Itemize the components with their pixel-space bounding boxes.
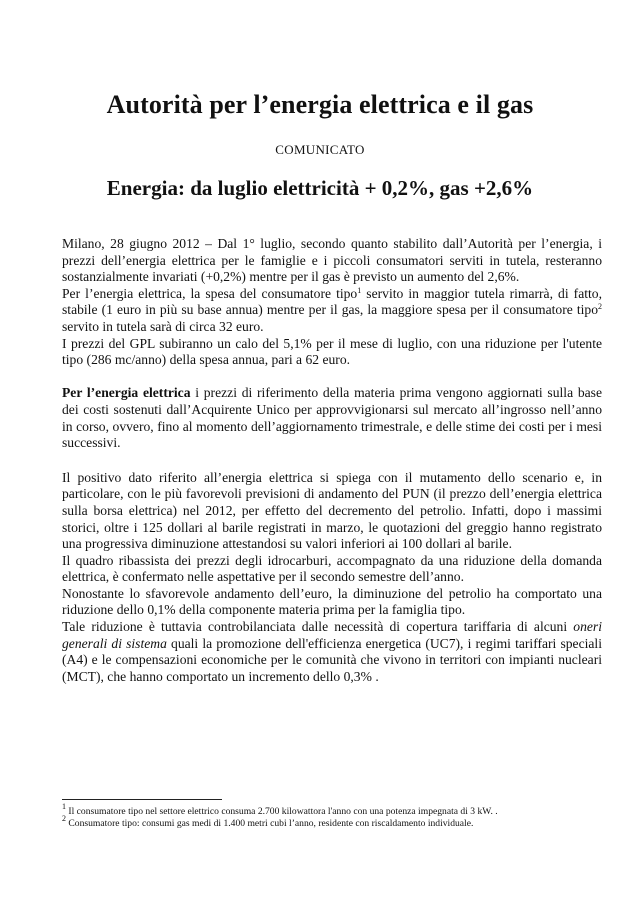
paragraph-intro: Milano, 28 giugno 2012 – Dal 1° luglio, secondo quanto stabilito dall’Autorità per l’energia, i prezzi dell’energia elettrica per le famiglie e i piccoli consumatori serviti in tutela, resteranno sostanzialmente invariati (+0,2%) mentre per il gas è previsto un aumento del 2,6%. xyxy=(62,236,602,285)
paragraph-electricity xyxy=(62,385,602,451)
headline: Energia: da luglio elettricità + 0,2%, gas +2,6% xyxy=(106,176,534,200)
footnote-1-mark: 1 xyxy=(62,802,66,811)
footnote-ref-2: 2 xyxy=(598,302,602,312)
footnote-2 xyxy=(62,814,602,830)
footnote-ref-1: 1 xyxy=(357,285,362,295)
organization-title: Autorità per l’energia elettrica e il gas xyxy=(106,90,534,119)
typical-text-a: Per l’energia elettrica, la spesa del consumatore tipo xyxy=(62,285,358,301)
footnote-2-text: Consumatore tipo: consumi gas medi di 1.400 metri cubi l’anno, residente con riscaldamento individuale. xyxy=(66,818,474,830)
body-text xyxy=(62,236,602,685)
typical-text-c: servito in tutela sarà di circa 32 euro. xyxy=(62,318,264,334)
electricity-text: i prezzi di riferimento della materia prima vengono aggiornati sulla base dei costi sostenuti dall’Acquirente Unico per approvvigionarsi sul mercato all’ingrosso nell’anno in corso, ovvero, fino al momento dell’aggiornamento trimestrale, e delle stime dei costi per i mesi successivi. xyxy=(62,385,603,451)
electricity-bold-lead: Per l’energia elettrica xyxy=(62,385,191,401)
footnote-2-mark: 2 xyxy=(62,814,66,824)
paragraph-positive: Il positivo dato riferito all’energia elettrica si spiega con il mutamento dello scenario e, in particolare, con le più favorevoli previsioni di andamento del PUN (il prezzo dell’energia elettrica sulla borsa elettrica) nel 2012, per effetto del decremento del petrolio. Infatti, dopo i massimi storici, oltre i 125 dollari al barile registrati in marzo, le quotazioni del greggio hanno registrato una progressiva diminuzione attestandosi su valori inferiori ai 100 dollari al barile. xyxy=(62,469,602,552)
paragraph-bearish: Il quadro ribassista dei prezzi degli idrocarburi, accompagnato da una riduzione della domanda elettrica, è confermato nelle aspettative per il secondo semestre dell’anno. xyxy=(62,552,602,585)
press-release-label: COMUNICATO xyxy=(275,142,365,157)
footnote-1-text: Il consumatore tipo nel settore elettrico consuma 2.700 kilowattora l'anno con una potenza impegnata di 3 kW. . xyxy=(66,806,498,817)
footnote-separator xyxy=(62,799,222,800)
offset-italic: oneri generali di sistema xyxy=(62,619,602,651)
footnotes xyxy=(62,802,602,831)
offset-text-a: Tale riduzione è tuttavia controbilanciata dalle necessità di copertura tariffaria di alcuni xyxy=(62,619,574,635)
paragraph-offset xyxy=(62,619,602,685)
paragraph-euro: Nonostante lo sfavorevole andamento dell’euro, la diminuzione del petrolio ha comportato una riduzione dello 0,1% della componente materia prima per la famiglia tipo. xyxy=(62,585,602,618)
typical-text-b: servito in maggior tutela rimarrà, di fatto, stabile (1 euro in più su base annua) mentre per il gas, la maggiore spesa per il consumatore tipo xyxy=(62,285,602,318)
paragraph-gpl: I prezzi del GPL subiranno un calo del 5,1% per il mese di luglio, con una riduzione per l'utente tipo (286 mc/anno) della spesa annua, pari a 62 euro. xyxy=(62,335,602,368)
offset-text-b: quali la promozione dell'efficienza energetica (UC7), i regimi tariffari speciali (A4) e le compensazioni economiche per le comunità che vivono in territori con impianti nucleari (MCT), che hanno comportato un incremento dello 0,3% . xyxy=(62,635,602,684)
paragraph-typical-consumer xyxy=(62,286,602,336)
footnote-1 xyxy=(62,802,602,818)
